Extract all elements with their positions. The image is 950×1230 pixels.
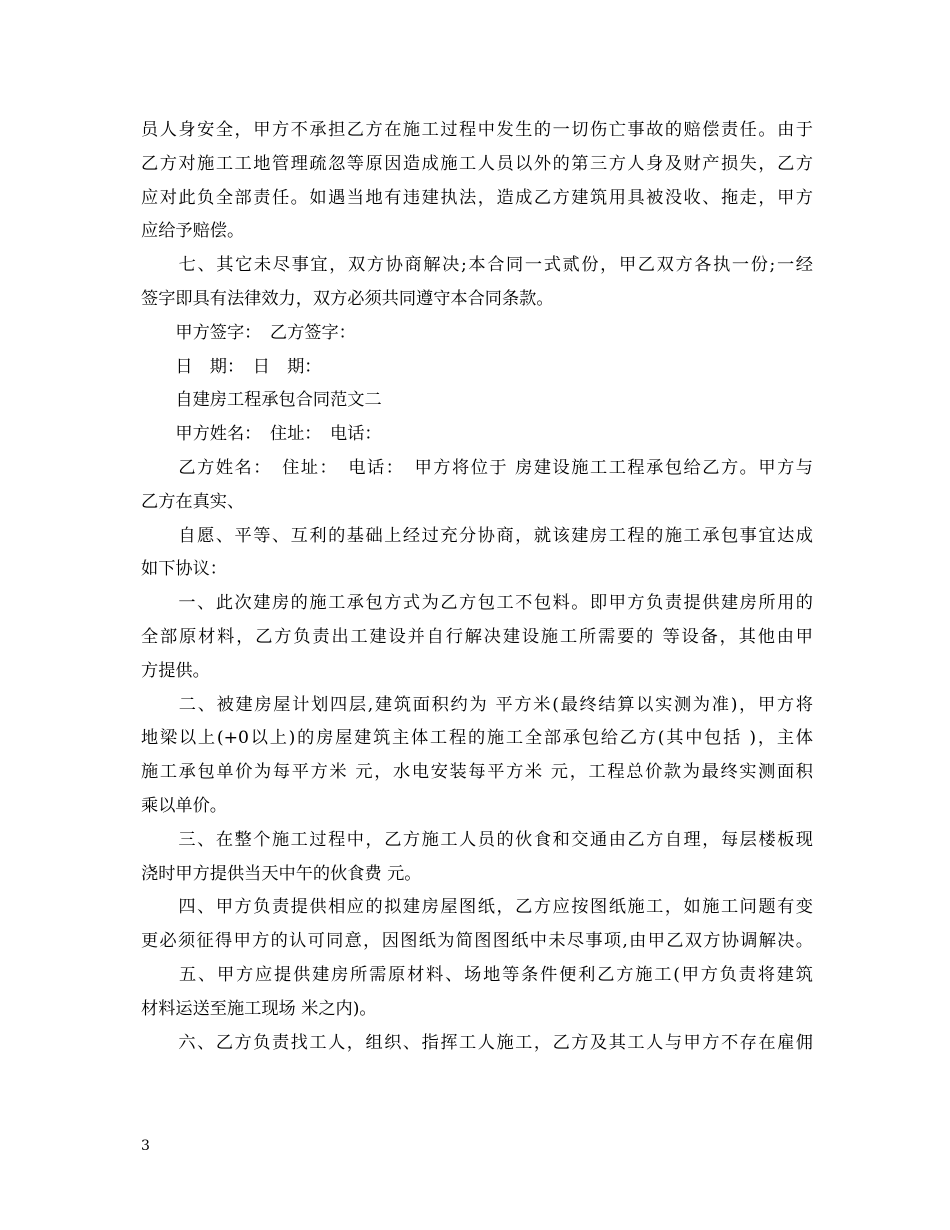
text-line: 一、此次建房的施工承包方式为乙方包工不包料。即甲方负责提供建房所用的 [141,593,813,614]
text-line: 施工承包单价为每平方米 元，水电安装每平方米 元，工程总价款为最终实测面积 [141,762,813,783]
text-line: 更必须征得甲方的认可同意，因图纸为简图图纸中未尽事项,由甲乙双方协调解决。 [141,931,813,952]
text-line: 乙方在真实、 [141,491,245,512]
contract-body-text [141,114,813,1060]
text-line: 如下协议： [141,559,227,580]
text-line: 二、被建房屋计划四层,建筑面积约为 平方米(最终结算以实测为准)，甲方将 [141,694,813,715]
text-line: 全部原材料，乙方负责出工建设并自行解决建设施工所需要的 等设备，其他由甲 [141,626,813,647]
text-line: 签字即具有法律效力，双方必须共同遵守本合同条款。 [141,288,554,309]
text-line: 乘以单价。 [141,795,227,816]
text-line: 应对此负全部责任。如遇当地有违建执法，造成乙方建筑用具被没收、拖走，甲方 [141,187,813,208]
text-line: 乙方姓名： 住址： 电话： 甲方将位于 房建设施工工程承包给乙方。甲方与 [141,457,813,478]
text-line: 材料运送至施工现场 米之内)。 [141,998,377,1019]
text-line: 甲方签字： 乙方签字： [141,322,356,343]
text-line: 日 期： 日 期： [141,356,322,377]
text-line: 自愿、平等、互利的基础上经过充分协商，就该建房工程的施工承包事宜达成 [141,525,813,546]
page-number: 3 [141,1138,150,1154]
text-line: 三、在整个施工过程中，乙方施工人员的伙食和交通由乙方自理，每层楼板现 [141,829,813,850]
text-line: 七、其它未尽事宜，双方协商解决;本合同一式贰份，甲乙双方各执一份;一经 [141,255,813,276]
text-line: 甲方姓名： 住址： 电话： [141,424,382,445]
text-line: 地梁以上(+0以上)的房屋建筑主体工程的施工全部承包给乙方(其中包括 )，主体 [141,728,813,749]
text-line: 员人身安全，甲方不承担乙方在施工过程中发生的一切伤亡事故的赔偿责任。由于 [141,120,813,140]
text-line: 乙方对施工工地管理疏忽等原因造成施工人员以外的第三方人身及财产损失，乙方 [141,153,813,174]
text-line: 四、甲方负责提供相应的拟建房屋图纸，乙方应按图纸施工，如施工问题有变 [141,897,813,918]
text-line: 六、乙方负责找工人，组织、指挥工人施工，乙方及其工人与甲方不存在雇佣 [141,1032,813,1053]
text-line: 自建房工程承包合同范文二 [141,390,382,411]
text-line: 应给予赔偿。 [141,221,245,242]
text-line: 五、甲方应提供建房所需原材料、场地等条件便利乙方施工(甲方负责将建筑 [141,964,813,985]
text-line: 方提供。 [141,660,210,681]
text-line: 浇时甲方提供当天中午的伙食费 元。 [141,863,422,884]
